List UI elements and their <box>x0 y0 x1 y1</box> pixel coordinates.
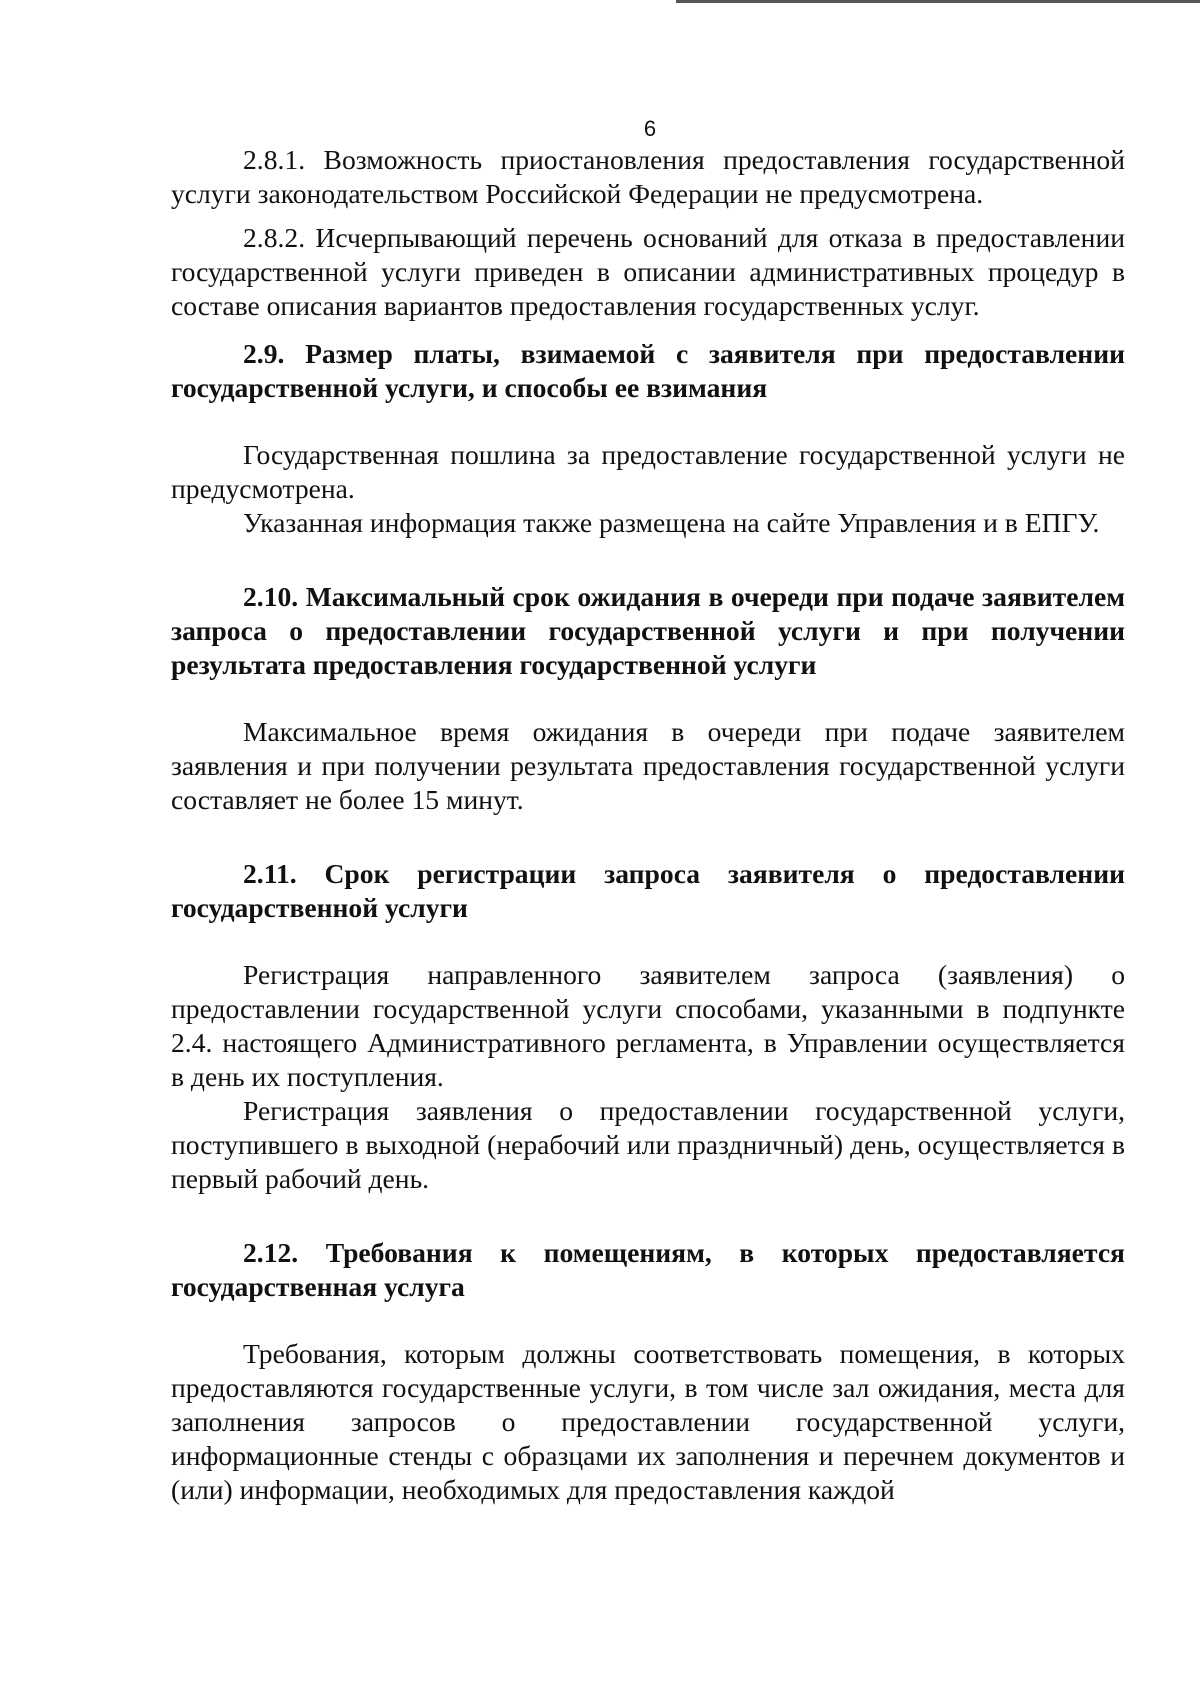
paragraph-2-11-registration: Регистрация направленного заявителем запроса (заявления) о предоставлении государственной услуги способами, указанными в подпункте 2.4. настоящего Административного регламента, в Управлении осуществляется в день их поступления. <box>171 959 1125 1092</box>
paragraph-2-11-holiday: Регистрация заявления о предоставлении государственной услуги, поступившего в выходной (нерабочий или праздничный) день, осуществляется в первый рабочий день. <box>171 1095 1125 1194</box>
top-rule <box>676 0 1200 3</box>
paragraph-2-9-info: Указанная информация также размещена на сайте Управления и в ЕПГУ. <box>243 507 1100 538</box>
heading-2-12: 2.12. Требования к помещениям, в которых предоставляется государственная услуга <box>171 1237 1125 1302</box>
paragraph-2-8-2: 2.8.2. Исчерпывающий перечень оснований для отказа в предоставлении государственной услуги приведен в описании административных процедур в составе описания вариантов предоставления государственных услуг. <box>171 222 1125 321</box>
heading-2-9: 2.9. Размер платы, взимаемой с заявителя при предоставлении государственной услуги, и способы ее взимания <box>171 338 1125 403</box>
paragraph-2-10: Максимальное время ожидания в очереди при подаче заявителем заявления и при получении результата предоставления государственной услуги составляет не более 15 минут. <box>171 716 1125 815</box>
paragraph-2-8-1: 2.8.1. Возможность приостановления предоставления государственной услуги законодательством Российской Федерации не предусмотрена. <box>171 144 1125 209</box>
paragraph-2-9-fee: Государственная пошлина за предоставление государственной услуги не предусмотрена. <box>171 439 1125 504</box>
paragraph-2-12: Требования, которым должны соответствовать помещения, в которых предоставляются государственные услуги, в том числе зал ожидания, места для заполнения запросов о предоставлении государственной услуги, информационные стенды с образцами их заполнения и перечнем документов и (или) информации, необходимых для предоставления каждой <box>171 1338 1125 1505</box>
page-number: 6 <box>643 116 657 141</box>
heading-2-11: 2.11. Срок регистрации запроса заявителя о предоставлении государственной услуги <box>171 858 1125 923</box>
document-body <box>171 143 1125 1507</box>
heading-2-10: 2.10. Максимальный срок ожидания в очереди при подаче заявителем запроса о предоставлении государственной услуги и при получении результата предоставления государственной услуги <box>171 581 1125 680</box>
